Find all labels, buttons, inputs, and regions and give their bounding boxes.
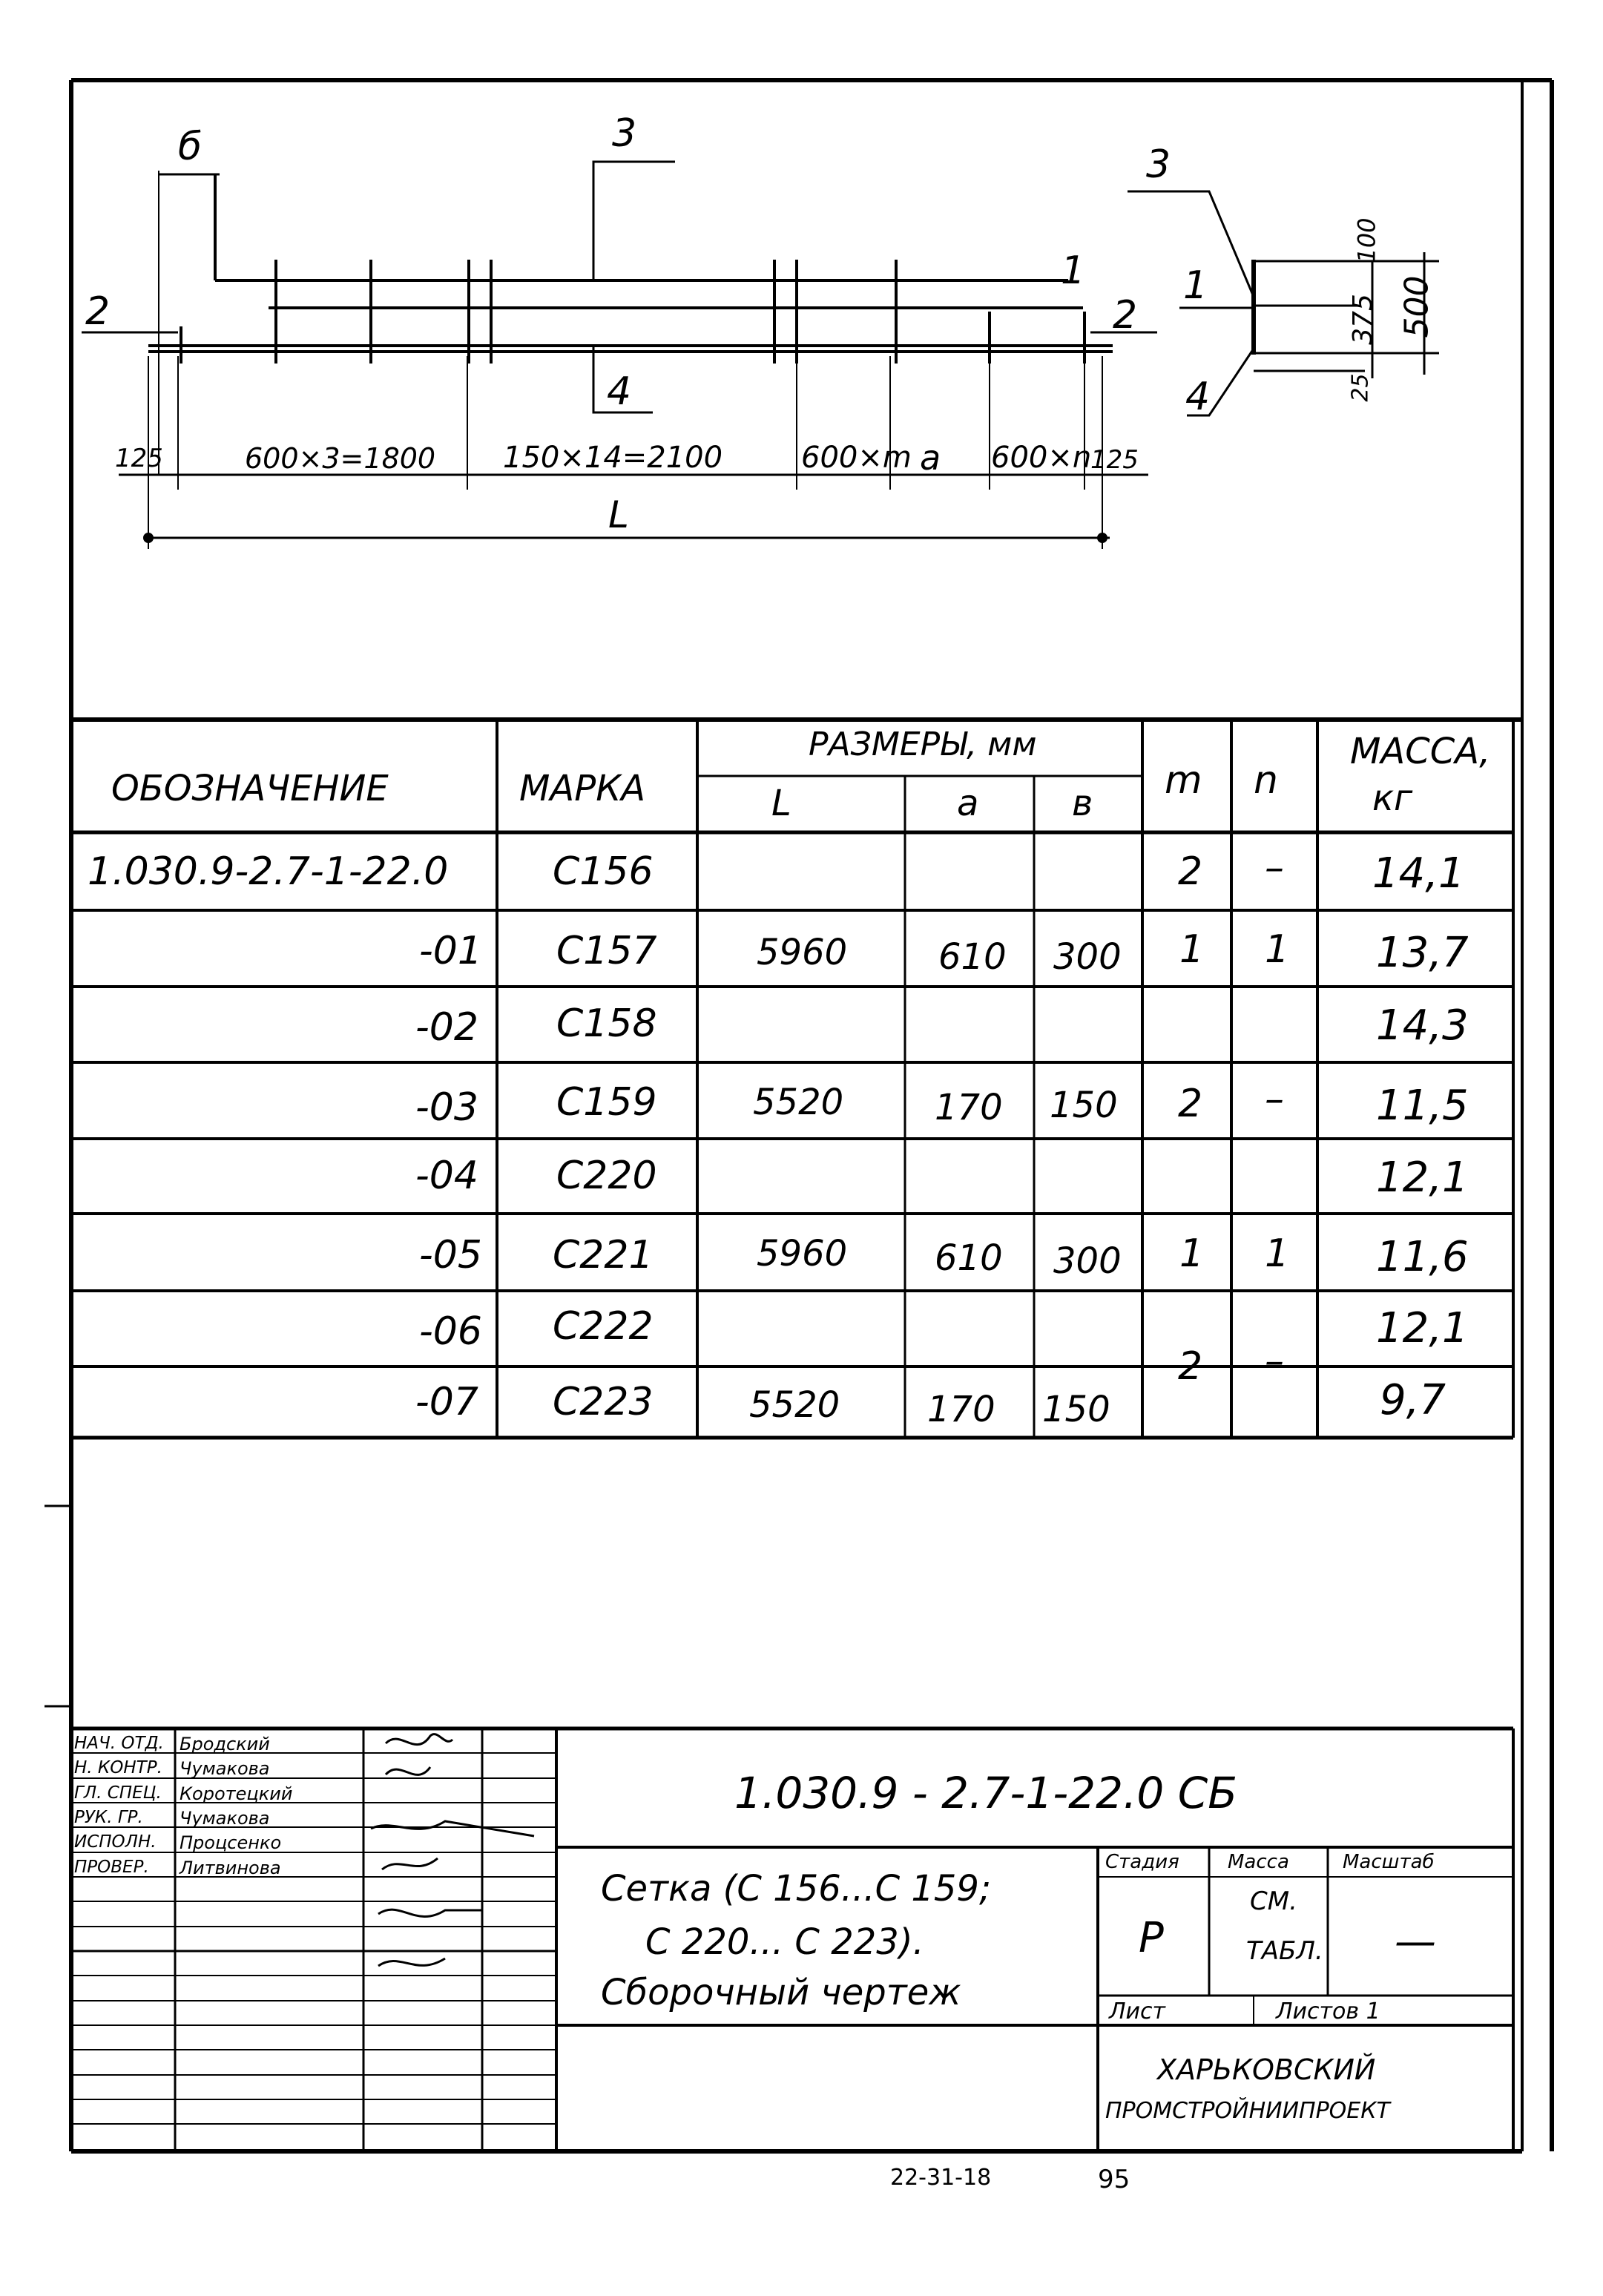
org-line-1: ХАРЬКОВСКИЙ [1157, 2053, 1376, 2086]
role-4: ИСПОЛН. [74, 1832, 157, 1852]
L-group-a: 5960 [757, 932, 848, 973]
header-designation: ОБОЗНАЧЕНИЕ [111, 768, 389, 809]
title-line-2: С 220... С 223). [645, 1921, 924, 1963]
page-number: 95 [1098, 2165, 1130, 2194]
stage-label: Стадия [1105, 1851, 1179, 1873]
a-group-a: 610 [938, 936, 1007, 978]
name-5: Литвинова [180, 1858, 281, 1878]
callout-b: б [178, 125, 203, 169]
callout-3-top: 3 [612, 111, 637, 156]
L-group-d: 5520 [749, 1384, 840, 1426]
m-cell-5: 2 [1178, 1344, 1203, 1389]
dim-a: a [920, 438, 941, 478]
row-6-designation: -06 [419, 1309, 482, 1354]
dim-375: 375 [1347, 294, 1378, 345]
L-group-c: 5960 [757, 1233, 848, 1274]
role-1: Н. КОНТР. [74, 1758, 162, 1777]
mass-value-2: ТАБЛ. [1246, 1936, 1323, 1966]
row-5-mass: 11,6 [1376, 1233, 1469, 1281]
row-2-designation: -02 [415, 1005, 478, 1050]
archive-stamp: 22-31-18 [890, 2165, 992, 2191]
name-1: Чумакова [180, 1758, 270, 1779]
role-0: НАЧ. ОТД. [74, 1734, 164, 1753]
dim-2100: 150×14=2100 [503, 441, 723, 475]
name-0: Бродский [180, 1734, 270, 1754]
name-2: Коротецкий [180, 1783, 293, 1804]
role-5: ПРОВЕР. [74, 1858, 149, 1877]
row-1-mass: 13,7 [1376, 929, 1469, 977]
dim-125-right: 125 [1090, 445, 1139, 475]
role-2: ГЛ. СПЕЦ. [74, 1783, 162, 1803]
title-line-3: Сборочный чертеж [601, 1972, 961, 2013]
header-a: а [957, 783, 979, 824]
a-group-d: 170 [927, 1389, 995, 1430]
sheets-label: Листов 1 [1276, 1999, 1380, 2024]
row-6-mark: С222 [553, 1304, 654, 1349]
org-line-2: ПРОМСТРОЙНИИПРОЕКТ [1105, 2098, 1390, 2124]
row-1-designation: -01 [419, 929, 482, 973]
dim-100: 100 [1352, 217, 1381, 263]
callout-1-top: 1 [1061, 249, 1086, 293]
row-2-mass: 14,3 [1376, 1001, 1469, 1050]
dim-600m: 600×m [801, 441, 912, 475]
callout-2-right: 2 [1113, 293, 1138, 338]
n-cell-4: 1 [1265, 1231, 1290, 1276]
header-n: n [1254, 758, 1278, 803]
section-view [1128, 191, 1439, 415]
header-sizes: РАЗМЕРЫ, мм [809, 726, 1037, 763]
L-group-b: 5520 [753, 1082, 844, 1123]
row-2-mark: С158 [556, 1001, 657, 1046]
row-3-designation: -03 [415, 1085, 478, 1130]
document-code: 1.030.9 - 2.7-1-22.0 СБ [734, 1768, 1238, 1818]
b-group-c: 300 [1053, 1240, 1122, 1282]
name-4: Процсенко [180, 1832, 282, 1853]
callout-3-side: 3 [1146, 142, 1171, 187]
b-group-b: 150 [1050, 1085, 1118, 1126]
n-cell-2: 1 [1265, 927, 1290, 972]
callout-4: 4 [607, 369, 632, 414]
dim-1800: 600×3=1800 [245, 442, 436, 475]
role-3: РУК. ГР. [74, 1808, 143, 1827]
row-6-mass: 12,1 [1376, 1304, 1469, 1352]
header-mark: МАРКА [519, 768, 646, 809]
row-4-mass: 12,1 [1376, 1154, 1469, 1202]
row-7-mass: 9,7 [1380, 1376, 1446, 1424]
row-3-mark: С159 [556, 1080, 657, 1125]
a-group-c: 610 [935, 1237, 1003, 1279]
n-cell-5: – [1265, 1339, 1284, 1384]
callout-1-side: 1 [1183, 263, 1208, 308]
header-m: m [1165, 758, 1202, 803]
sheet-label: Лист [1109, 1999, 1166, 2024]
mesh-drawing [82, 162, 1157, 549]
row-3-mass: 11,5 [1376, 1082, 1469, 1130]
stage-value: Р [1139, 1914, 1164, 1962]
n-cell-3: – [1265, 1077, 1284, 1122]
dim-L: L [608, 493, 629, 536]
a-group-b: 170 [935, 1087, 1003, 1128]
signature-marks [371, 1734, 534, 1966]
row-7-mark: С223 [553, 1380, 654, 1424]
row-4-mark: С220 [556, 1154, 657, 1198]
m-cell-4: 1 [1179, 1231, 1205, 1276]
callout-2-left: 2 [85, 289, 111, 334]
m-cell-2: 1 [1179, 927, 1205, 972]
m-cell-3: 2 [1178, 1082, 1203, 1126]
scale-label: Масштаб [1343, 1851, 1435, 1873]
header-L: L [771, 783, 791, 824]
row-5-mark: С221 [553, 1233, 654, 1277]
header-mass: МАССА, [1350, 731, 1491, 772]
dim-25: 25 [1347, 373, 1374, 402]
row-1-mark: С157 [556, 929, 657, 973]
name-3: Чумакова [180, 1808, 270, 1829]
b-group-a: 300 [1053, 936, 1122, 978]
callout-4-side: 4 [1185, 375, 1211, 419]
dim-125-left: 125 [115, 444, 163, 473]
dim-600n: 600×n [991, 441, 1092, 475]
row-0-mark: С156 [553, 849, 654, 894]
n-cell-1: – [1265, 846, 1284, 890]
b-group-d: 150 [1042, 1389, 1110, 1430]
row-4-designation: -04 [415, 1154, 478, 1198]
mass-label: Масса [1228, 1851, 1289, 1873]
dim-500: 500 [1398, 275, 1436, 338]
scale-value: — [1395, 1918, 1436, 1966]
row-5-designation: -05 [419, 1233, 482, 1277]
spec-table-grid [71, 720, 1522, 1438]
row-0-mass: 14,1 [1372, 849, 1465, 898]
m-cell-1: 2 [1178, 849, 1203, 894]
row-0-designation: 1.030.9-2.7-1-22.0 [88, 849, 449, 894]
header-b: в [1072, 783, 1093, 824]
row-7-designation: -07 [415, 1380, 478, 1424]
title-line-1: Сетка (С 156...С 159; [601, 1868, 992, 1910]
mass-value-1: СМ. [1250, 1887, 1297, 1916]
header-mass-unit: кг [1372, 777, 1413, 819]
